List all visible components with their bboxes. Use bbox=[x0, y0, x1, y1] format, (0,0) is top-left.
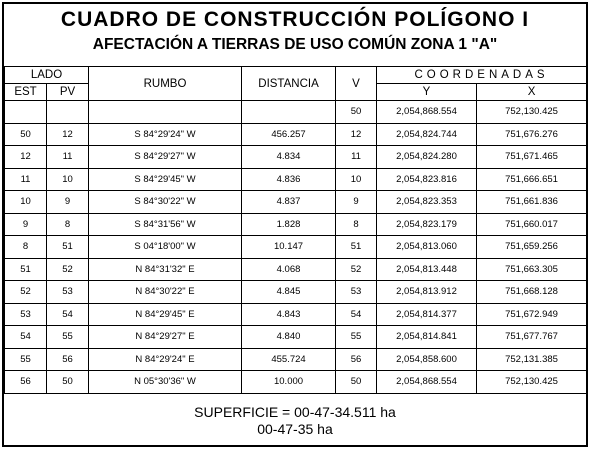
table-row bbox=[5, 371, 587, 394]
cell-distancia: 455.724 bbox=[242, 348, 336, 371]
table-row bbox=[5, 191, 587, 214]
page-title: CUADRO DE CONSTRUCCIÓN POLÍGONO I bbox=[60, 8, 530, 31]
cell-v: 56 bbox=[336, 348, 377, 371]
cell-pv: 12 bbox=[47, 123, 89, 146]
cell-est: 52 bbox=[5, 281, 47, 304]
cell-est: 11 bbox=[5, 168, 47, 191]
cell-v: 52 bbox=[336, 258, 377, 281]
cell-v: 51 bbox=[336, 236, 377, 259]
cell-v: 50 bbox=[336, 371, 377, 394]
cell-pv: 56 bbox=[47, 348, 89, 371]
cell-rumbo: N 84°31'32" E bbox=[89, 258, 242, 281]
cell-distancia: 4.068 bbox=[242, 258, 336, 281]
cell-rumbo: S 84°29'24" W bbox=[89, 123, 242, 146]
cell-distancia bbox=[242, 101, 336, 124]
cell-est: 53 bbox=[5, 303, 47, 326]
header-v: V bbox=[336, 67, 377, 101]
cell-distancia: 4.845 bbox=[242, 281, 336, 304]
cell-rumbo: N 84°29'45" E bbox=[89, 303, 242, 326]
cell-v: 8 bbox=[336, 213, 377, 236]
cell-rumbo: S 04°18'00" W bbox=[89, 236, 242, 259]
cell-est: 55 bbox=[5, 348, 47, 371]
table-row bbox=[5, 236, 587, 259]
cell-est bbox=[5, 101, 47, 124]
header-distancia: DISTANCIA bbox=[242, 67, 336, 101]
cell-distancia: 4.843 bbox=[242, 303, 336, 326]
header-x: X bbox=[477, 84, 587, 101]
cell-v: 10 bbox=[336, 168, 377, 191]
cell-est: 12 bbox=[5, 146, 47, 169]
header-coordenadas: COORDENADAS bbox=[377, 67, 587, 84]
cell-x: 751,660.017 bbox=[477, 213, 587, 236]
cell-distancia: 4.840 bbox=[242, 326, 336, 349]
table-row bbox=[5, 123, 587, 146]
table-row bbox=[5, 303, 587, 326]
cell-rumbo bbox=[89, 101, 242, 124]
cell-pv: 50 bbox=[47, 371, 89, 394]
cell-pv: 52 bbox=[47, 258, 89, 281]
table-row bbox=[5, 146, 587, 169]
cell-pv: 9 bbox=[47, 191, 89, 214]
cell-rumbo: N 84°30'22" E bbox=[89, 281, 242, 304]
table-row bbox=[5, 348, 587, 371]
cell-y: 2,054,868.554 bbox=[377, 101, 477, 124]
cell-y: 2,054,868.554 bbox=[377, 371, 477, 394]
cell-v: 53 bbox=[336, 281, 377, 304]
cell-est: 54 bbox=[5, 326, 47, 349]
cell-y: 2,054,824.744 bbox=[377, 123, 477, 146]
cell-pv: 8 bbox=[47, 213, 89, 236]
cell-distancia: 10.147 bbox=[242, 236, 336, 259]
cell-y: 2,054,823.179 bbox=[377, 213, 477, 236]
cell-x: 751,677.767 bbox=[477, 326, 587, 349]
cell-v: 9 bbox=[336, 191, 377, 214]
surface-summary bbox=[4, 404, 586, 438]
header-rumbo: RUMBO bbox=[89, 67, 242, 101]
cell-x: 751,659.256 bbox=[477, 236, 587, 259]
construction-table bbox=[4, 66, 587, 394]
cell-x: 752,130.425 bbox=[477, 371, 587, 394]
cell-rumbo: S 84°29'45" W bbox=[89, 168, 242, 191]
cell-rumbo: S 84°31'56" W bbox=[89, 213, 242, 236]
surface-rounded-value: 00-47-35 ha bbox=[257, 421, 333, 437]
cell-rumbo: N 84°29'27" E bbox=[89, 326, 242, 349]
cell-y: 2,054,813.448 bbox=[377, 258, 477, 281]
cell-est: 9 bbox=[5, 213, 47, 236]
header-lado: LADO bbox=[5, 67, 89, 84]
table-row bbox=[5, 281, 587, 304]
cell-est: 56 bbox=[5, 371, 47, 394]
cell-est: 50 bbox=[5, 123, 47, 146]
cell-y: 2,054,823.816 bbox=[377, 168, 477, 191]
cell-y: 2,054,824.280 bbox=[377, 146, 477, 169]
cell-rumbo: N 84°29'24" E bbox=[89, 348, 242, 371]
cell-y: 2,054,858.600 bbox=[377, 348, 477, 371]
cell-distancia: 456.257 bbox=[242, 123, 336, 146]
cell-x: 751,663.305 bbox=[477, 258, 587, 281]
cell-x: 751,668.128 bbox=[477, 281, 587, 304]
cell-x: 751,666.651 bbox=[477, 168, 587, 191]
cell-y: 2,054,813.060 bbox=[377, 236, 477, 259]
cell-est: 10 bbox=[5, 191, 47, 214]
cell-rumbo: S 84°29'27" W bbox=[89, 146, 242, 169]
cell-rumbo: N 05°30'36" W bbox=[89, 371, 242, 394]
table-row bbox=[5, 326, 587, 349]
cell-x: 751,676.276 bbox=[477, 123, 587, 146]
cell-distancia: 4.837 bbox=[242, 191, 336, 214]
cell-y: 2,054,823.353 bbox=[377, 191, 477, 214]
cell-distancia: 1.828 bbox=[242, 213, 336, 236]
cell-x: 751,672.949 bbox=[477, 303, 587, 326]
cell-est: 8 bbox=[5, 236, 47, 259]
header-y: Y bbox=[377, 84, 477, 101]
cell-pv: 51 bbox=[47, 236, 89, 259]
cell-x: 752,131.385 bbox=[477, 348, 587, 371]
cell-y: 2,054,813.912 bbox=[377, 281, 477, 304]
table-row bbox=[5, 258, 587, 281]
header-pv: PV bbox=[47, 84, 89, 101]
construction-table-sheet bbox=[2, 2, 588, 447]
page-subtitle: AFECTACIÓN A TIERRAS DE USO COMÚN ZONA 1 "A" bbox=[92, 36, 498, 53]
cell-y: 2,054,814.377 bbox=[377, 303, 477, 326]
cell-rumbo: S 84°30'22" W bbox=[89, 191, 242, 214]
surface-value: SUPERFICIE = 00-47-34.511 ha bbox=[194, 404, 396, 420]
cell-distancia: 10.000 bbox=[242, 371, 336, 394]
table-row bbox=[5, 101, 587, 124]
table-row bbox=[5, 213, 587, 236]
cell-v: 54 bbox=[336, 303, 377, 326]
cell-distancia: 4.836 bbox=[242, 168, 336, 191]
cell-est: 51 bbox=[5, 258, 47, 281]
cell-pv bbox=[47, 101, 89, 124]
table-body bbox=[5, 101, 587, 394]
header-est: EST bbox=[5, 84, 47, 101]
cell-pv: 11 bbox=[47, 146, 89, 169]
cell-v: 11 bbox=[336, 146, 377, 169]
cell-distancia: 4.834 bbox=[242, 146, 336, 169]
table-row bbox=[5, 168, 587, 191]
cell-pv: 55 bbox=[47, 326, 89, 349]
cell-x: 751,671.465 bbox=[477, 146, 587, 169]
cell-x: 752,130.425 bbox=[477, 101, 587, 124]
cell-v: 50 bbox=[336, 101, 377, 124]
cell-pv: 54 bbox=[47, 303, 89, 326]
cell-pv: 10 bbox=[47, 168, 89, 191]
cell-pv: 53 bbox=[47, 281, 89, 304]
cell-v: 55 bbox=[336, 326, 377, 349]
cell-y: 2,054,814.841 bbox=[377, 326, 477, 349]
cell-v: 12 bbox=[336, 123, 377, 146]
cell-x: 751,661.836 bbox=[477, 191, 587, 214]
